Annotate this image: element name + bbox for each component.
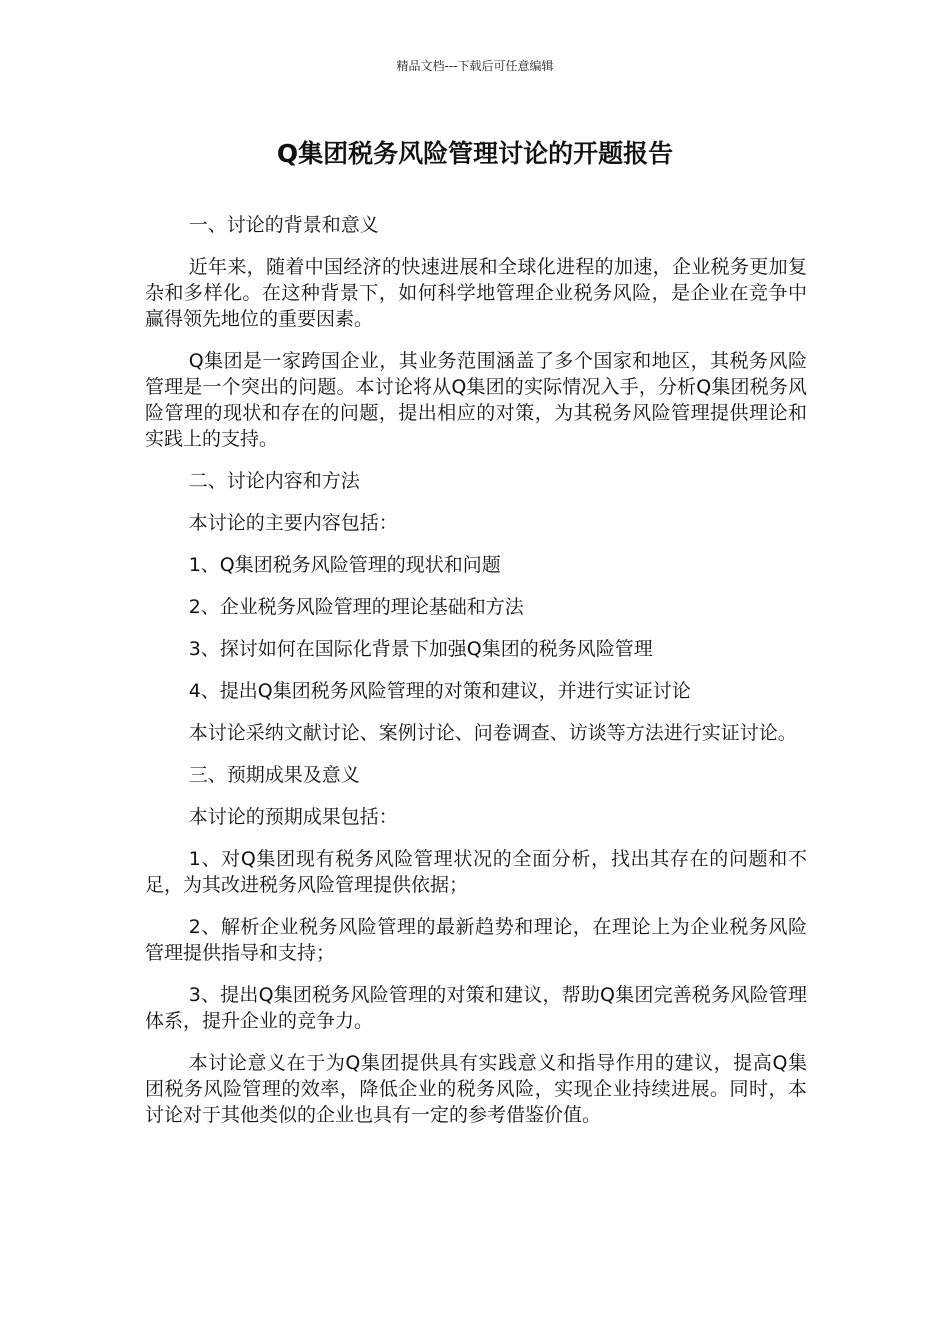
document-title: Q集团税务风险管理讨论的开题报告 — [276, 139, 674, 168]
section-2-item-2: 2、企业税务风险管理的理论基础和方法 — [188, 596, 524, 618]
section-1-paragraph-1: 近年来，随着中国经济的快速进展和全球化进程的加速，企业税务更加复杂和多样化。在这种背景下，如何科学地管理企业税务风险，是企业在竞争中赢得领先地位的重要因素。 — [145, 256, 807, 330]
section-2-heading: 二、讨论内容和方法 — [188, 470, 360, 492]
section-2-intro: 本讨论的主要内容包括： — [188, 512, 398, 534]
section-2-item-3: 3、探讨如何在国际化背景下加强Q集团的税务风险管理 — [188, 638, 653, 660]
section-2-item-1: 1、Q集团税务风险管理的现状和问题 — [188, 554, 501, 576]
section-3-intro: 本讨论的预期成果包括： — [188, 806, 398, 828]
section-1-paragraph-2: Q集团是一家跨国企业，其业务范围涵盖了多个国家和地区，其税务风险管理是一个突出的问题。本讨论将从Q集团的实际情况入手，分析Q集团税务风险管理的现状和存在的问题，提出相应的对策，为其税务风险管理提供理论和实践上的支持。 — [145, 350, 807, 450]
section-3-item-1: 1、对Q集团现有税务风险管理状况的全面分析，找出其存在的问题和不足，为其改进税务风险管理提供依据； — [145, 848, 807, 896]
document-body — [145, 212, 807, 1144]
section-3-heading: 三、预期成果及意义 — [188, 764, 360, 786]
section-3-significance: 本讨论意义在于为Q集团提供具有实践意义和指导作用的建议，提高Q集团税务风险管理的效率，降低企业的税务风险，实现企业持续进展。同时，本讨论对于其他类似的企业也具有一定的参考借鉴价值。 — [145, 1052, 807, 1126]
page-header: 精品文档---下载后可任意编辑 — [396, 59, 554, 73]
section-3-item-3: 3、提出Q集团税务风险管理的对策和建议，帮助Q集团完善税务风险管理体系，提升企业的竞争力。 — [145, 984, 807, 1032]
section-2-method: 本讨论采纳文献讨论、案例讨论、问卷调查、访谈等方法进行实证讨论。 — [188, 722, 797, 744]
section-3-item-2: 2、解析企业税务风险管理的最新趋势和理论，在理论上为企业税务风险管理提供指导和支持； — [145, 916, 807, 964]
section-1-heading: 一、讨论的背景和意义 — [188, 214, 379, 236]
section-2-item-4: 4、提出Q集团税务风险管理的对策和建议，并进行实证讨论 — [188, 680, 691, 702]
